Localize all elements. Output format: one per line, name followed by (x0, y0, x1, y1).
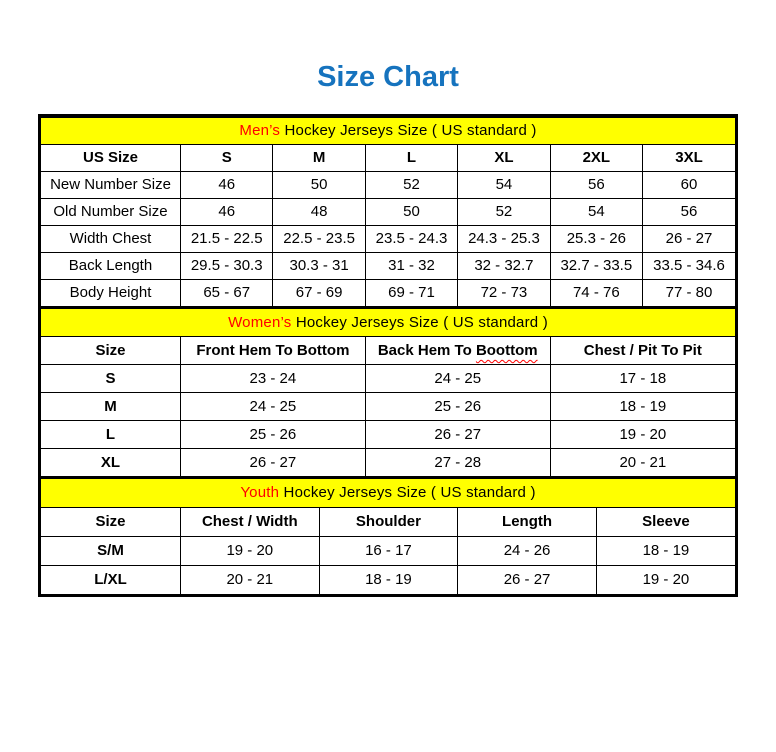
cell-value: 31 - 32 (365, 252, 457, 279)
cell-value: 27 - 28 (365, 448, 550, 476)
cell-value: 25.3 - 26 (550, 225, 642, 252)
cell-value: 74 - 76 (550, 279, 642, 306)
table-row (41, 198, 735, 225)
page-title: Size Chart (317, 61, 459, 93)
cell-value: 19 - 20 (180, 536, 319, 565)
cell-value: 32 - 32.7 (458, 252, 550, 279)
cell-value: 65 - 67 (181, 279, 273, 306)
cell-value: 24 - 26 (458, 536, 597, 565)
column-header: Size (41, 507, 180, 536)
section-band-title (41, 478, 735, 508)
cell-value: 46 (181, 198, 273, 225)
section-band-text: Hockey Jerseys Size ( US standard ) (279, 484, 536, 502)
row-label: M (41, 392, 180, 420)
section-band-row (41, 308, 735, 337)
column-header: 3XL (643, 144, 735, 171)
section-band-highlight: Youth (240, 484, 280, 502)
section-youth (41, 477, 735, 594)
column-header: US Size (41, 144, 181, 171)
column-header: Sleeve (596, 507, 735, 536)
cell-value: 56 (643, 198, 735, 225)
column-header-row (41, 144, 735, 171)
section-band-title (41, 117, 735, 144)
table-row (41, 448, 735, 476)
cell-value: 24 - 25 (180, 392, 365, 420)
column-header: Front Hem To Bottom (180, 336, 365, 364)
row-label: XL (41, 448, 180, 476)
row-label: Width Chest (41, 225, 181, 252)
cell-value: 24 - 25 (365, 364, 550, 392)
cell-value: 23.5 - 24.3 (365, 225, 457, 252)
row-label: Old Number Size (41, 198, 181, 225)
table-row (41, 536, 735, 565)
cell-value: 24.3 - 25.3 (458, 225, 550, 252)
cell-value: 32.7 - 33.5 (550, 252, 642, 279)
row-label: S (41, 364, 180, 392)
cell-value: 25 - 26 (180, 420, 365, 448)
cell-value: 23 - 24 (180, 364, 365, 392)
cell-value: 77 - 80 (643, 279, 735, 306)
cell-value: 50 (273, 171, 365, 198)
cell-value: 30.3 - 31 (273, 252, 365, 279)
cell-value: 16 - 17 (319, 536, 458, 565)
row-label: S/M (41, 536, 180, 565)
row-label: New Number Size (41, 171, 181, 198)
cell-value: 18 - 19 (550, 392, 735, 420)
section-band-highlight: Men’s (239, 122, 281, 140)
table-row (41, 279, 735, 306)
table-row (41, 364, 735, 392)
column-header: Chest / Pit To Pit (550, 336, 735, 364)
table-row (41, 565, 735, 594)
cell-value: 72 - 73 (458, 279, 550, 306)
cell-value: 20 - 21 (180, 565, 319, 594)
table-row (41, 392, 735, 420)
column-header: S (181, 144, 273, 171)
table-row (41, 420, 735, 448)
size-chart-table (38, 114, 738, 597)
column-header: Shoulder (319, 507, 458, 536)
column-header: XL (458, 144, 550, 171)
column-header-row (41, 336, 735, 364)
section-band-title (41, 308, 735, 337)
cell-value: 26 - 27 (458, 565, 597, 594)
section-band-text: Hockey Jerseys Size ( US standard ) (280, 122, 537, 140)
row-label: Back Length (41, 252, 181, 279)
cell-value: 54 (550, 198, 642, 225)
column-header: L (365, 144, 457, 171)
cell-value: 54 (458, 171, 550, 198)
cell-value: 17 - 18 (550, 364, 735, 392)
cell-value: 26 - 27 (643, 225, 735, 252)
section-band-row (41, 117, 735, 144)
cell-value: 52 (365, 171, 457, 198)
cell-value: 20 - 21 (550, 448, 735, 476)
cell-value: 29.5 - 30.3 (181, 252, 273, 279)
cell-value: 46 (181, 171, 273, 198)
cell-value: 19 - 20 (550, 420, 735, 448)
row-label: L/XL (41, 565, 180, 594)
cell-value: 21.5 - 22.5 (181, 225, 273, 252)
cell-value: 56 (550, 171, 642, 198)
table-row (41, 252, 735, 279)
row-label: L (41, 420, 180, 448)
cell-value: 50 (365, 198, 457, 225)
section-band-highlight: Women’s (228, 313, 292, 331)
column-header: Size (41, 336, 180, 364)
column-header-row (41, 507, 735, 536)
cell-value: 67 - 69 (273, 279, 365, 306)
cell-value: 69 - 71 (365, 279, 457, 306)
section-mens (41, 117, 735, 307)
cell-value: 18 - 19 (319, 565, 458, 594)
cell-value: 19 - 20 (596, 565, 735, 594)
section-womens (41, 307, 735, 477)
cell-value: 60 (643, 171, 735, 198)
cell-value: 25 - 26 (365, 392, 550, 420)
cell-value: 52 (458, 198, 550, 225)
cell-value: 33.5 - 34.6 (643, 252, 735, 279)
column-header-text: Back Hem To (377, 341, 476, 359)
section-band-row (41, 478, 735, 508)
column-header: Length (458, 507, 597, 536)
row-label: Body Height (41, 279, 181, 306)
cell-value: 26 - 27 (365, 420, 550, 448)
table-row (41, 171, 735, 198)
column-header (365, 336, 550, 364)
cell-value: 48 (273, 198, 365, 225)
cell-value: 26 - 27 (180, 448, 365, 476)
column-header: Chest / Width (180, 507, 319, 536)
column-header: M (273, 144, 365, 171)
misspelled-word: Boottom (475, 341, 538, 359)
section-band-text: Hockey Jerseys Size ( US standard ) (291, 313, 548, 331)
column-header: 2XL (550, 144, 642, 171)
size-chart-page (0, 60, 776, 597)
table-row (41, 225, 735, 252)
cell-value: 18 - 19 (596, 536, 735, 565)
cell-value: 22.5 - 23.5 (273, 225, 365, 252)
